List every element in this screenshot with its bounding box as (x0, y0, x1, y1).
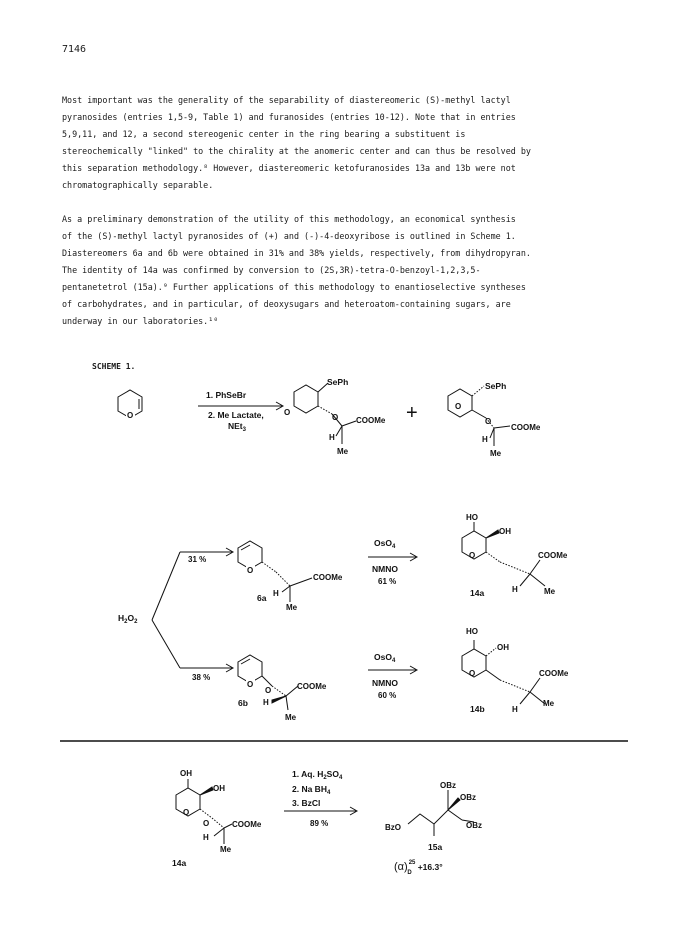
reagent-nmno: NMNO (372, 564, 398, 574)
reagent-me-lactate: 2. Me Lactate, (208, 410, 264, 420)
text-line: of carbohydrates, and in particular, of deoxysugars and heteroatom-containing sugars, are (62, 299, 511, 309)
reagent-h2o2: $H_2O_2$ (118, 613, 138, 625)
reagent-bzcl: 3. BzCl (292, 798, 321, 808)
reagent-oso4: OsO$_4$ (374, 538, 396, 550)
text-line: Diastereomers 6a and 6b were obtained in 31% and 38% yields, respectively, from dihydropyran. (62, 248, 531, 258)
ester-label: COOMe (313, 573, 343, 582)
compound-15a-label: 15a (428, 842, 443, 852)
optical-rotation: $(\alpha)^{25}$ D+16.3° (394, 860, 443, 876)
hydrogen-label: H (203, 833, 209, 842)
hydrogen-label: H (512, 585, 518, 594)
yield-14a: 61 % (378, 577, 397, 586)
hydroxyl-label: OH (180, 769, 192, 778)
selenide-b-structure (448, 386, 510, 446)
ring-oxygen-label: O (455, 402, 462, 411)
plus-sign: + (406, 402, 418, 424)
methyl-label: Me (220, 845, 232, 854)
hydrogen-label: H (512, 705, 518, 714)
benzoate-label: BzO (385, 823, 401, 832)
ester-label: COOMe (232, 820, 262, 829)
ester-label: COOMe (297, 682, 327, 691)
text-line: stereochemically "linked" to the chirality at the anomeric center and can thus be resolved by (62, 146, 531, 156)
hydrogen-label: H (263, 698, 269, 707)
ester-label: COOMe (539, 669, 569, 678)
text-line: 5,9,11, and 12, a second stereogenic center in the ring bearing a substituent is (62, 129, 466, 139)
ester-label: COOMe (538, 551, 568, 560)
yield-15a: 89 % (310, 819, 329, 828)
step1-arrow (198, 402, 283, 410)
oxidation-a-arrow (368, 553, 417, 561)
text-line: Most important was the generality of the separability of diastereomeric (S)-methyl lactyl (62, 95, 511, 105)
ring-oxygen-label: O (127, 411, 134, 420)
hydroxyl-label: OH (213, 784, 225, 793)
ring-oxygen-label: O (183, 808, 190, 817)
text-line: chromatographically separable. (62, 180, 214, 190)
benzoate-label: OBz (440, 781, 456, 790)
benzoate-label: OBz (466, 821, 482, 830)
ether-oxygen-label: O (332, 413, 339, 422)
yield-6b: 38 % (192, 673, 211, 682)
hydrogen-label: H (329, 433, 335, 442)
reagent-oso4: OsO$_4$ (374, 652, 396, 664)
yield-6a: 31 % (188, 555, 207, 564)
hydroxyl-label: OH (499, 527, 511, 536)
ring-oxygen-label: O (284, 408, 291, 417)
text-line: pentanetetrol (15a).⁹ Further applications of this methodology to enantioselective syntheses (62, 282, 526, 292)
text-line: The identity of 14a was confirmed by conversion to (2S,3R)-tetra-O-benzoyl-1,2,3,5- (62, 265, 481, 275)
methyl-label: Me (490, 449, 502, 458)
compound-14b-label: 14b (470, 704, 485, 714)
benzoate-label: OBz (460, 793, 476, 802)
final-arrow (284, 807, 357, 815)
ether-oxygen-label: O (203, 819, 210, 828)
seph-label: SePh (485, 381, 507, 391)
compound-6b-label: 6b (238, 698, 248, 708)
ether-oxygen-label: O (265, 686, 272, 695)
hydroxyl-label: HO (466, 513, 478, 522)
hydroxyl-label: HO (466, 627, 478, 636)
reagent-nmno: NMNO (372, 678, 398, 688)
text-line: pyranosides (entries 1,5-9, Table 1) and furanosides (entries 10-12). Note that in entries (62, 112, 516, 122)
seph-label: SePh (327, 377, 349, 387)
reagent-aq-h2so4: 1. Aq. $H_2SO_4$ (292, 769, 343, 781)
methyl-label: Me (337, 447, 349, 456)
hydroxyl-label: OH (497, 643, 509, 652)
yield-14b: 60 % (378, 691, 397, 700)
ring-oxygen-label: O (469, 669, 476, 678)
hydrogen-label: H (482, 435, 488, 444)
text-line: As a preliminary demonstration of the utility of this methodology, an economical synthesis (62, 214, 516, 224)
compound-14a-label: 14a (470, 588, 485, 598)
page-number: 7146 (62, 44, 87, 55)
compound-6a-label: 6a (257, 593, 267, 603)
hydrogen-label: H (273, 589, 279, 598)
dihydropyran-structure (118, 390, 142, 420)
oxidation-b-arrow (368, 666, 417, 674)
reagent-nabh4: 2. Na $BH_4$ (292, 784, 331, 796)
ester-label: COOMe (511, 423, 541, 432)
reagent-net3: NEt$_3$ (228, 421, 246, 433)
branch-arrows (152, 548, 233, 672)
text-line: this separation methodology.⁸ However, diastereomeric ketofuranosides 13a and 13b were not (62, 163, 516, 173)
ring-oxygen-label: O (247, 680, 254, 689)
ether-oxygen-label: O (485, 417, 492, 426)
reagent-phsebr: 1. PhSeBr (206, 390, 247, 400)
ring-oxygen-label: O (469, 551, 476, 560)
scheme-label: SCHEME 1. (92, 362, 136, 371)
ester-label: COOMe (356, 416, 386, 425)
selenide-a-structure (283, 383, 356, 444)
methyl-label: Me (543, 699, 555, 708)
methyl-label: Me (544, 587, 556, 596)
ring-oxygen-label: O (247, 566, 254, 575)
methyl-label: Me (286, 603, 298, 612)
text-line: underway in our laboratories.¹⁰ (62, 316, 219, 326)
methyl-label: Me (285, 713, 297, 722)
text-line: of the (S)-methyl lactyl pyranosides of (+) and (-)-4-deoxyribose is outlined in Scheme 1. (62, 231, 516, 241)
compound-14a-label: 14a (172, 858, 187, 868)
